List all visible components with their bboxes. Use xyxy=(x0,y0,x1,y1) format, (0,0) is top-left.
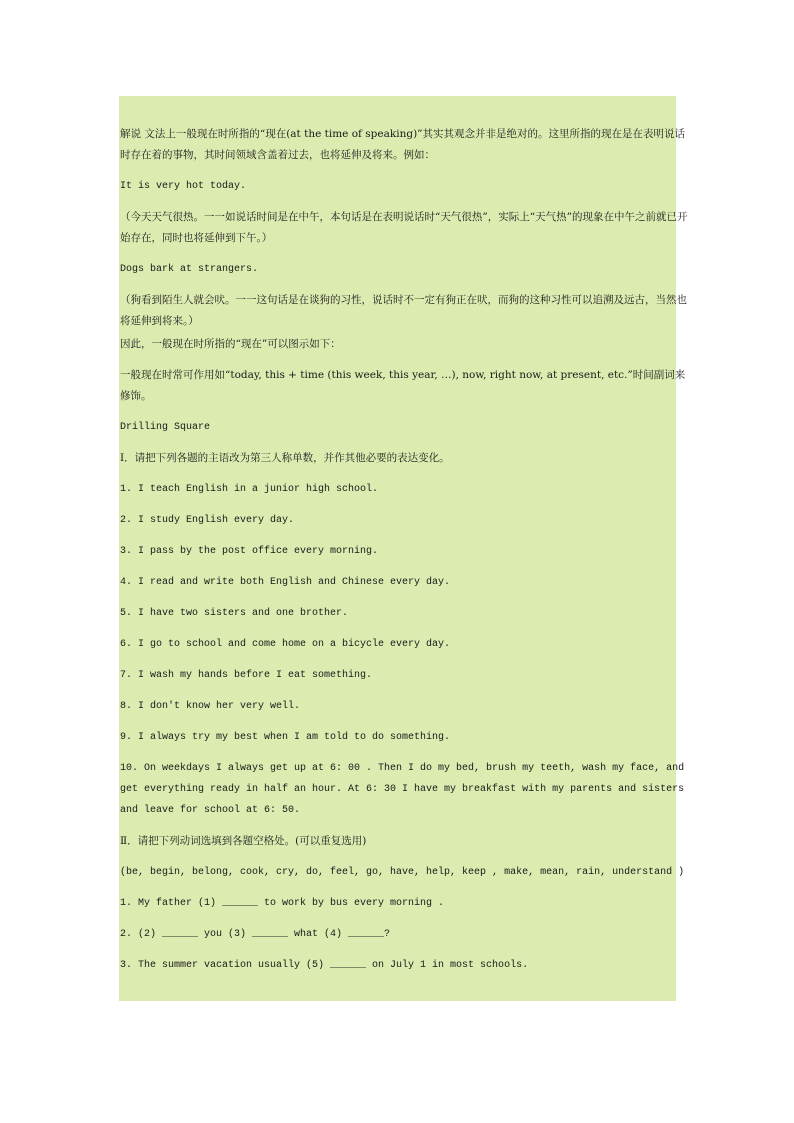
example-sentence-2: Dogs bark at strangers. xyxy=(120,264,259,275)
verb-list: (be, begin, belong, cook, cry, do, feel, go, have, help, keep , make, mean, rain, understand ) xyxy=(120,867,685,878)
list-item: 4. I read and write both English and Chinese every day. xyxy=(120,577,451,588)
list-item: 10. On weekdays I always get up at 6: 00 . Then I do my bed, brush my teeth, wash my face, and get everything ready in half an hour. At 6: 30 I have my breakfast with my parents and sisters and leave for school at 6: 50. xyxy=(120,763,685,816)
list-item: 8. I don't know her very well. xyxy=(120,701,301,712)
list-item: 7. I wash my hands before I eat something. xyxy=(120,670,373,681)
list-item: 9. I always try my best when I am told to do something. xyxy=(120,732,451,743)
list-item: 6. I go to school and come home on a bicycle every day. xyxy=(120,639,451,650)
drill-title: Drilling Square xyxy=(120,422,211,433)
list-item: 3. I pass by the post office every morning. xyxy=(120,546,379,557)
list-item: 2. (2) ______ you (3) ______ what (4) ______? xyxy=(120,929,391,940)
part2-title: Ⅱ．请把下列动词选填到各题空格处。(可以重复选用) xyxy=(120,835,367,847)
part1-title: Ⅰ．请把下列各题的主语改为第三人称单数，并作其他必要的表达变化。 xyxy=(120,452,450,464)
document-body xyxy=(120,124,688,976)
list-item: 1. I teach English in a junior high school. xyxy=(120,484,379,495)
adverb-usage-note: 一般现在时常可作用如“today, this + time (this week, this year, …), now, right now, at present, etc.”时间副词来修饰。 xyxy=(120,369,686,402)
example-note-1: （今天天气很热。一一如说话时间是在中午，本句话是在表明说话时“天气很热”，实际上“天气热”的现象在中午之前就已开始存在，同时也将延伸到下午。） xyxy=(120,211,688,244)
list-item: 3. The summer vacation usually (5) ______ on July 1 in most schools. xyxy=(120,960,529,971)
list-item: 1. My father (1) ______ to work by bus every morning . xyxy=(120,898,445,909)
list-item: 5. I have two sisters and one brother. xyxy=(120,608,349,619)
example-note-2: （狗看到陌生人就会吠。一一这句话是在谈狗的习性，说话时不一定有狗正在吠，而狗的这种习性可以追溯及远古，当然也将延伸到将来。） xyxy=(120,294,687,327)
example-sentence-1: It is very hot today. xyxy=(120,181,247,192)
explanation-paragraph: 解说 文法上一般现在时所指的“现在(at the time of speaking)”其实其观念并非是绝对的。这里所指的现在是在表明说话时存在着的事物，其时间领域含盖着过去，也将延伸及将来。例如： xyxy=(120,128,686,161)
diagram-intro: 因此，一般现在时所指的“现在”可以图示如下： xyxy=(120,338,341,350)
list-item: 2. I study English every day. xyxy=(120,515,295,526)
